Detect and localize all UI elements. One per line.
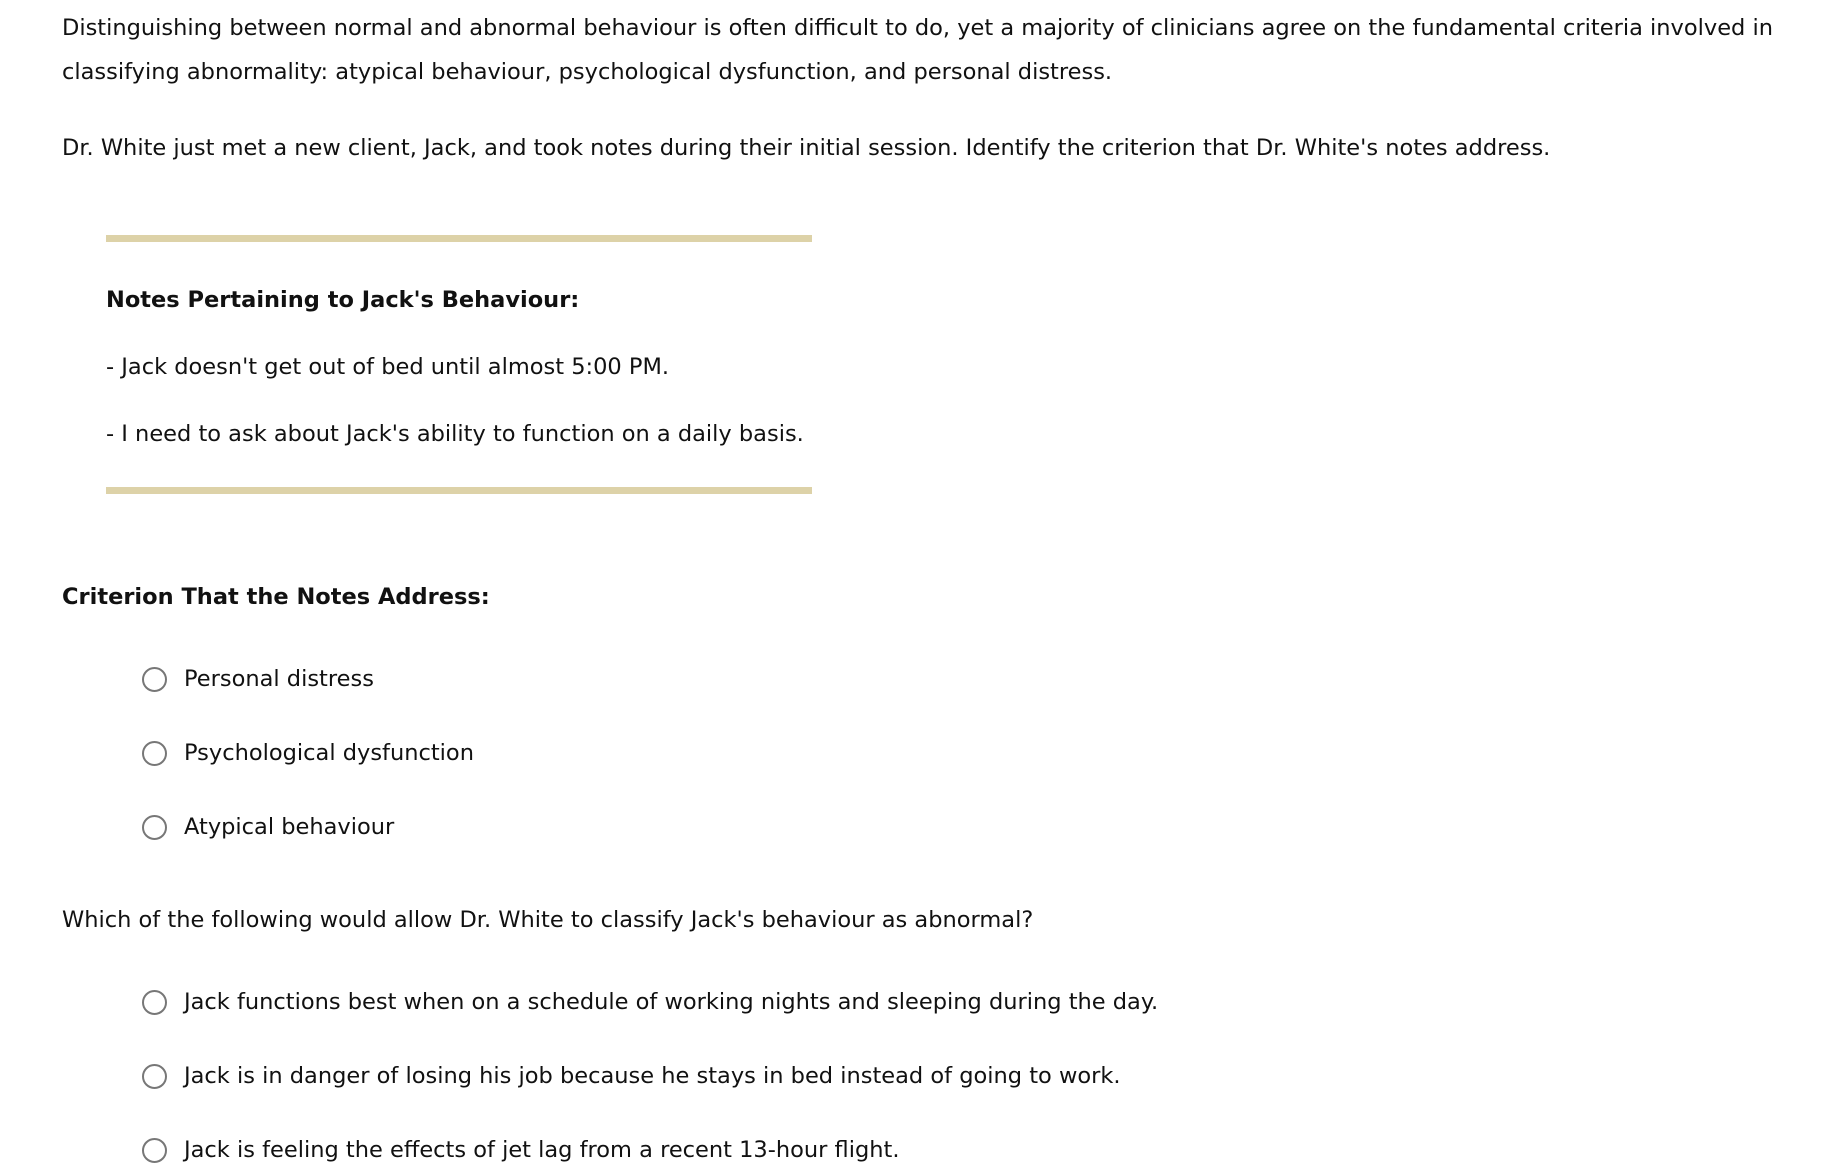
prompt-text: Dr. White just met a new client, Jack, and took notes during their initial session. Identify the criterion that Dr. White's notes address. xyxy=(62,135,1551,161)
option-label: Psychological dysfunction xyxy=(184,740,474,766)
option-jet-lag[interactable] xyxy=(142,1130,900,1170)
radio-unchecked-icon[interactable] xyxy=(142,667,167,692)
option-label: Atypical behaviour xyxy=(184,814,395,840)
notes-top-divider xyxy=(106,235,812,242)
radio-unchecked-icon[interactable] xyxy=(142,1064,167,1089)
note-line: - Jack doesn't get out of bed until almost 5:00 PM. xyxy=(106,354,670,380)
criterion-question-title: Criterion That the Notes Address: xyxy=(62,584,490,610)
abnormal-question-prompt: Which of the following would allow Dr. White to classify Jack's behaviour as abnormal? xyxy=(62,907,1034,933)
intro-text: Distinguishing between normal and abnormal behaviour is often difficult to do, yet a majority of clinicians agree on the fundamental criteria involved in classifying abnormality: atypical behaviour, psychological dysfunction, and personal distress. xyxy=(62,15,1773,85)
notes-title: Notes Pertaining to Jack's Behaviour: xyxy=(106,287,580,313)
option-label: Jack functions best when on a schedule of working nights and sleeping during the day. xyxy=(184,989,1159,1015)
note-line: - I need to ask about Jack's ability to function on a daily basis. xyxy=(106,421,804,447)
option-label: Jack is feeling the effects of jet lag from a recent 13-hour flight. xyxy=(184,1137,900,1163)
radio-unchecked-icon[interactable] xyxy=(142,1138,167,1163)
radio-unchecked-icon[interactable] xyxy=(142,815,167,840)
option-atypical-behaviour[interactable] xyxy=(142,807,394,847)
option-label: Jack is in danger of losing his job because he stays in bed instead of going to work. xyxy=(184,1063,1121,1089)
notes-bottom-divider xyxy=(106,487,812,494)
option-personal-distress[interactable] xyxy=(142,659,374,699)
option-losing-job[interactable] xyxy=(142,1056,1121,1096)
option-label: Personal distress xyxy=(184,666,374,692)
option-psychological-dysfunction[interactable] xyxy=(142,733,474,773)
radio-unchecked-icon[interactable] xyxy=(142,741,167,766)
option-night-schedule[interactable] xyxy=(142,982,1158,1022)
radio-unchecked-icon[interactable] xyxy=(142,990,167,1015)
